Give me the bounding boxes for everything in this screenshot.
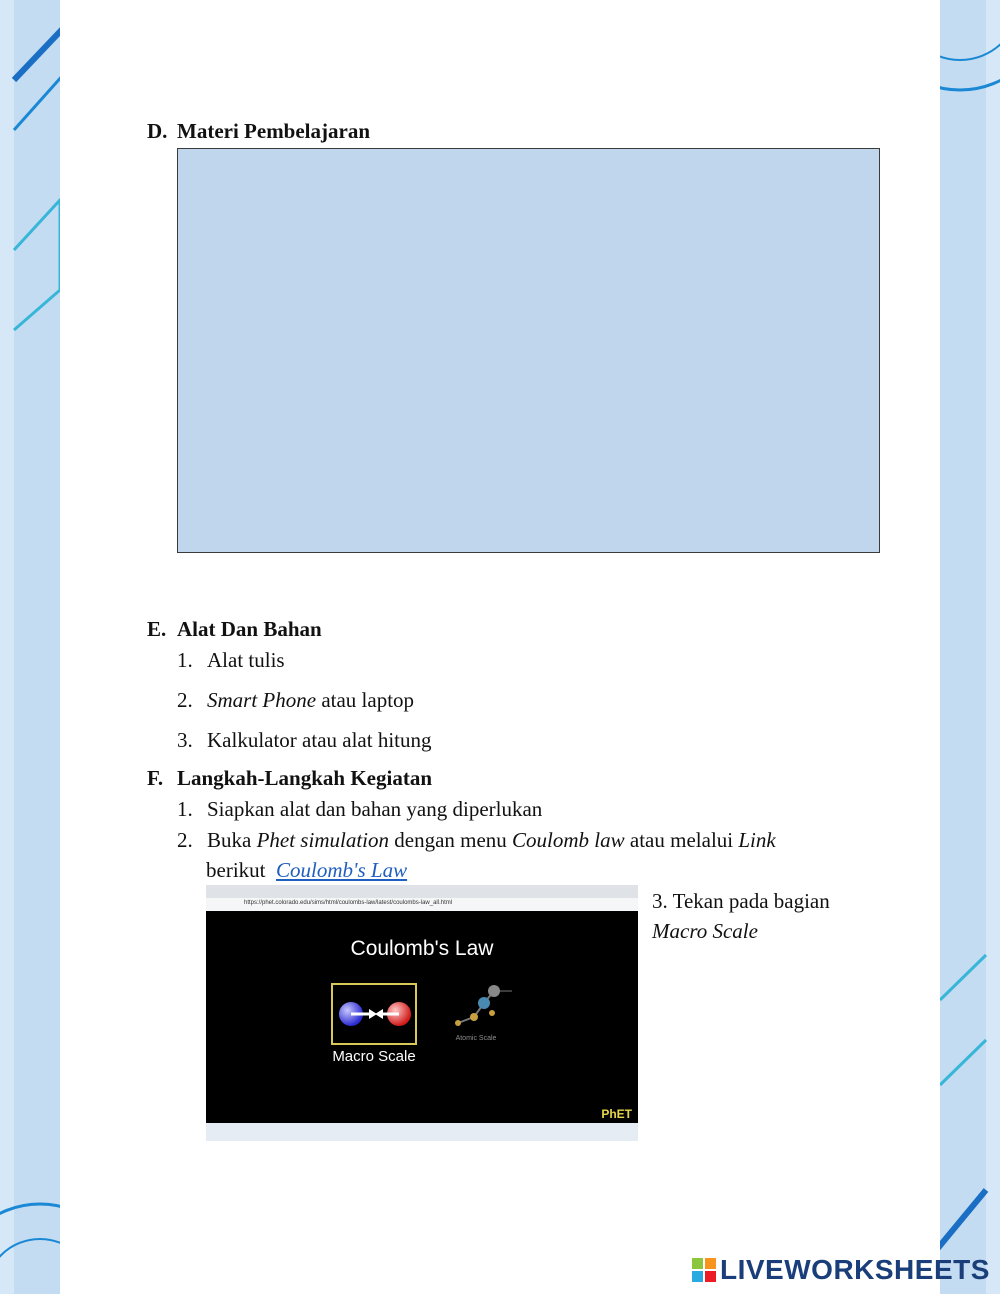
step-item (177, 828, 776, 853)
list-item (177, 688, 414, 713)
step-text: atau melalui (624, 828, 739, 852)
atomic-scale-icon (450, 983, 516, 1033)
item-italic-text: Smart Phone (207, 688, 317, 712)
section-d-letter: D. (147, 119, 168, 143)
step-3-instruction (652, 886, 830, 946)
section-e-heading (147, 617, 322, 642)
step-3-line-1: 3. Tekan pada bagian (652, 889, 830, 913)
item-text: atau laptop (316, 688, 415, 712)
step-number: 1. (177, 797, 193, 821)
list-item (177, 648, 285, 673)
step-text: berikut (206, 858, 266, 882)
step-3-line-2: Macro Scale (652, 919, 758, 943)
phet-logo: PhET (601, 1107, 632, 1121)
section-f-heading (147, 766, 432, 791)
item-number: 3. (177, 728, 193, 752)
macro-scale-label: Macro Scale (332, 1048, 416, 1065)
item-number: 1. (177, 648, 193, 672)
step-italic-text: Coulomb law (512, 828, 625, 852)
section-d-title: Materi Pembelajaran (177, 119, 371, 143)
materi-answer-box[interactable] (177, 148, 880, 553)
sim-title: Coulomb's Law (350, 937, 494, 960)
step-number: 2. (177, 828, 193, 852)
item-number: 2. (177, 688, 193, 712)
phet-screenshot (206, 885, 638, 1141)
step-italic-text: Phet simulation (256, 828, 389, 852)
step-italic-text: Link (738, 828, 776, 852)
macro-scale-option (331, 983, 417, 1045)
item-text: Alat tulis (207, 648, 285, 672)
charges-icon (333, 985, 415, 1043)
liveworksheets-logo-icon (692, 1258, 716, 1282)
step-text: Siapkan alat dan bahan yang diperlukan (207, 797, 543, 821)
list-item (177, 728, 432, 753)
item-text: Kalkulator atau alat hitung (207, 728, 432, 752)
atomic-scale-label: Atomic Scale (455, 1035, 497, 1042)
windows-taskbar (206, 1123, 638, 1141)
step-item (177, 797, 542, 822)
section-d-heading (147, 119, 370, 144)
coulombs-law-link[interactable]: Coulomb's Law (275, 858, 408, 882)
section-f-letter: F. (147, 766, 164, 790)
section-e-letter: E. (147, 617, 167, 641)
liveworksheets-brand (692, 1253, 990, 1287)
section-f-title: Langkah-Langkah Kegiatan (177, 766, 432, 790)
browser-url-text: https://phet.colorado.edu/sims/html/coulombs-law/latest/coulombs-law_all.html (244, 900, 453, 906)
step-text: dengan menu (389, 828, 513, 852)
browser-address-bar (206, 898, 638, 911)
step-text: Buka (207, 828, 257, 852)
section-e-title: Alat Dan Bahan (177, 617, 322, 641)
step-item-continuation (206, 858, 407, 883)
brand-name: LIVEWORKSHEETS (720, 1254, 990, 1285)
browser-tab-bar (206, 885, 638, 898)
